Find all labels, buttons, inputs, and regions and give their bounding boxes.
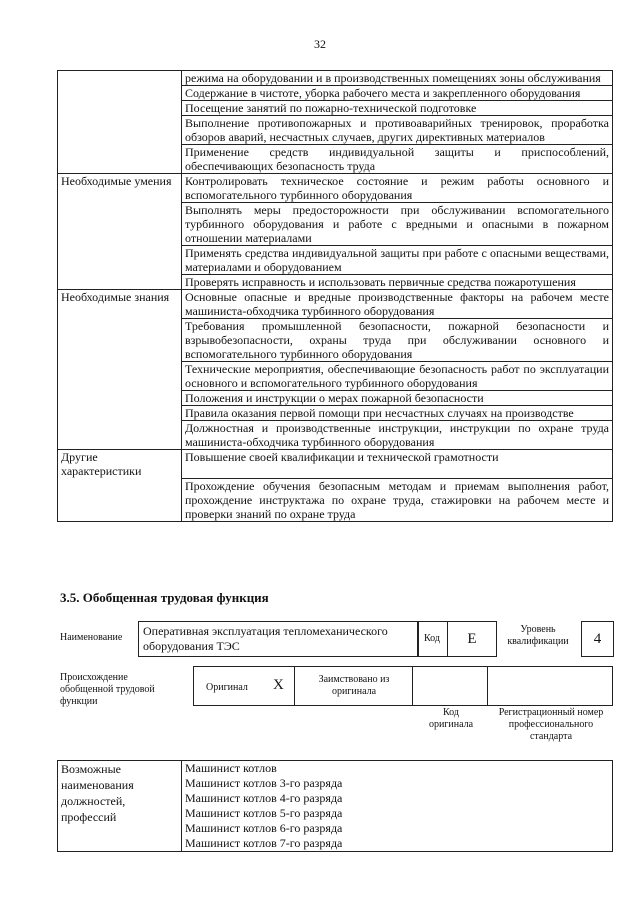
position-item: Машинист котлов 6-го разряда xyxy=(182,821,613,836)
category-label xyxy=(58,246,182,275)
code-value: E xyxy=(467,631,477,647)
table-row xyxy=(58,450,613,479)
requirement-text: Выполнение противопожарных и противоаварийных тренировок, проработка обзоров аварий, несчастных случаев, других директивных материалов xyxy=(182,116,613,145)
table-row xyxy=(58,174,613,203)
section-title: 3.5. Обобщенная трудовая функция xyxy=(60,590,269,605)
code-value-box xyxy=(447,621,497,657)
requirement-text: Применение средств индивидуальной защиты и приспособлений, обеспечивающих безопасность труда xyxy=(182,145,613,174)
requirement-text: Проверять исправность и использовать первичные средства пожаротушения xyxy=(182,275,613,290)
category-label xyxy=(58,319,182,362)
table-row xyxy=(58,203,613,246)
position-item: Машинист котлов 3-го разряда xyxy=(182,776,613,791)
table-row xyxy=(58,145,613,174)
table-row xyxy=(58,478,613,521)
table-row xyxy=(58,86,613,101)
table-row xyxy=(58,71,613,86)
requirement-text: Требования промышленной безопасности, пожарной безопасности и взрывобезопасности, охраны труда при обслуживании основного и вспомогательного турбинного оборудования xyxy=(182,319,613,362)
page-number: 32 xyxy=(314,37,326,51)
requirement-text: Технические мероприятия, обеспечивающие безопасность работ по эксплуатации основного и вспомогательного турбинного оборудования xyxy=(182,362,613,391)
requirement-text: режима на оборудовании и в производственных помещениях зоны обслуживания xyxy=(182,71,613,86)
code-caption: Код оригинала xyxy=(428,707,474,730)
positions-table xyxy=(57,760,613,852)
table-row xyxy=(58,761,613,777)
category-label xyxy=(58,71,182,86)
level-value-box xyxy=(581,621,614,657)
requirement-text: Прохождение обучения безопасным методам и приемам выполнения работ, прохождение инструктажа по охране труда, стажировки на рабочем месте и проверки знаний по охране труда xyxy=(182,478,613,521)
requirement-text: Основные опасные и вредные производственные факторы на рабочем месте машиниста-обходчика турбинного оборудования xyxy=(182,290,613,319)
category-label: Необходимые умения xyxy=(58,174,182,203)
category-label xyxy=(58,86,182,101)
category-label xyxy=(58,275,182,290)
category-label xyxy=(58,478,182,521)
table-row xyxy=(58,290,613,319)
category-label xyxy=(58,362,182,391)
positions-label: Возможные наименования должностей, профессий xyxy=(58,761,182,852)
requirement-text: Посещение занятий по пожарно-технической подготовке xyxy=(182,101,613,116)
name-label: Наименование xyxy=(60,632,123,643)
table-row xyxy=(58,101,613,116)
level-label: Уровень квалификации xyxy=(507,624,569,647)
category-label xyxy=(58,421,182,450)
category-label xyxy=(58,203,182,246)
category-label xyxy=(58,145,182,174)
position-item: Машинист котлов xyxy=(182,761,613,777)
reg-caption: Регистрационный номер профессионального стандарта xyxy=(498,707,604,742)
function-name-box xyxy=(138,621,418,657)
code-box xyxy=(418,621,448,657)
category-label xyxy=(58,101,182,116)
skills-table xyxy=(57,70,613,522)
table-row xyxy=(58,319,613,362)
category-label xyxy=(58,391,182,406)
origin-label: Происхождение обобщенной трудовой функции xyxy=(60,672,155,707)
position-item: Машинист котлов 4-го разряда xyxy=(182,791,613,806)
requirement-text: Правила оказания первой помощи при несчастных случаях на производстве xyxy=(182,406,613,421)
requirement-text: Контролировать техническое состояние и режим работы основного и вспомогательного турбинного оборудования xyxy=(182,174,613,203)
table-row xyxy=(58,406,613,421)
category-label xyxy=(58,406,182,421)
level-value: 4 xyxy=(593,631,602,647)
origin-table xyxy=(193,666,613,706)
code-label: Код xyxy=(424,633,440,644)
function-name-value: Оперативная эксплуатация тепломеханического оборудования ТЭС xyxy=(143,624,388,653)
requirement-text: Положения и инструкции о мерах пожарной безопасности xyxy=(182,391,613,406)
category-label: Необходимые знания xyxy=(58,290,182,319)
borrowed-label: Заимствовано из оригинала xyxy=(318,674,390,697)
requirement-text: Должностная и производственные инструкции, инструкции по охране труда машиниста-обходчика турбинного оборудования xyxy=(182,421,613,450)
requirement-text: Повышение своей квалификации и технической грамотности xyxy=(182,450,613,479)
table-row xyxy=(58,275,613,290)
requirement-text: Выполнять меры предосторожности при обслуживании вспомогательного турбинного оборудования и работе с вредными и опасными в пожарном отношении материалами xyxy=(182,203,613,246)
table-row xyxy=(58,391,613,406)
position-item: Машинист котлов 7-го разряда xyxy=(182,836,613,852)
category-label xyxy=(58,116,182,145)
original-label: Оригинал xyxy=(206,682,248,693)
requirement-text: Применять средства индивидуальной защиты при работе с опасными веществами, материалами и оборудованием xyxy=(182,246,613,275)
category-label: Другие характеристики xyxy=(58,450,182,479)
table-row xyxy=(58,246,613,275)
original-mark: X xyxy=(273,677,284,693)
requirement-text: Содержание в чистоте, уборка рабочего места и закрепленного оборудования xyxy=(182,86,613,101)
position-item: Машинист котлов 5-го разряда xyxy=(182,806,613,821)
table-row xyxy=(58,421,613,450)
table-row xyxy=(58,362,613,391)
table-row xyxy=(58,116,613,145)
